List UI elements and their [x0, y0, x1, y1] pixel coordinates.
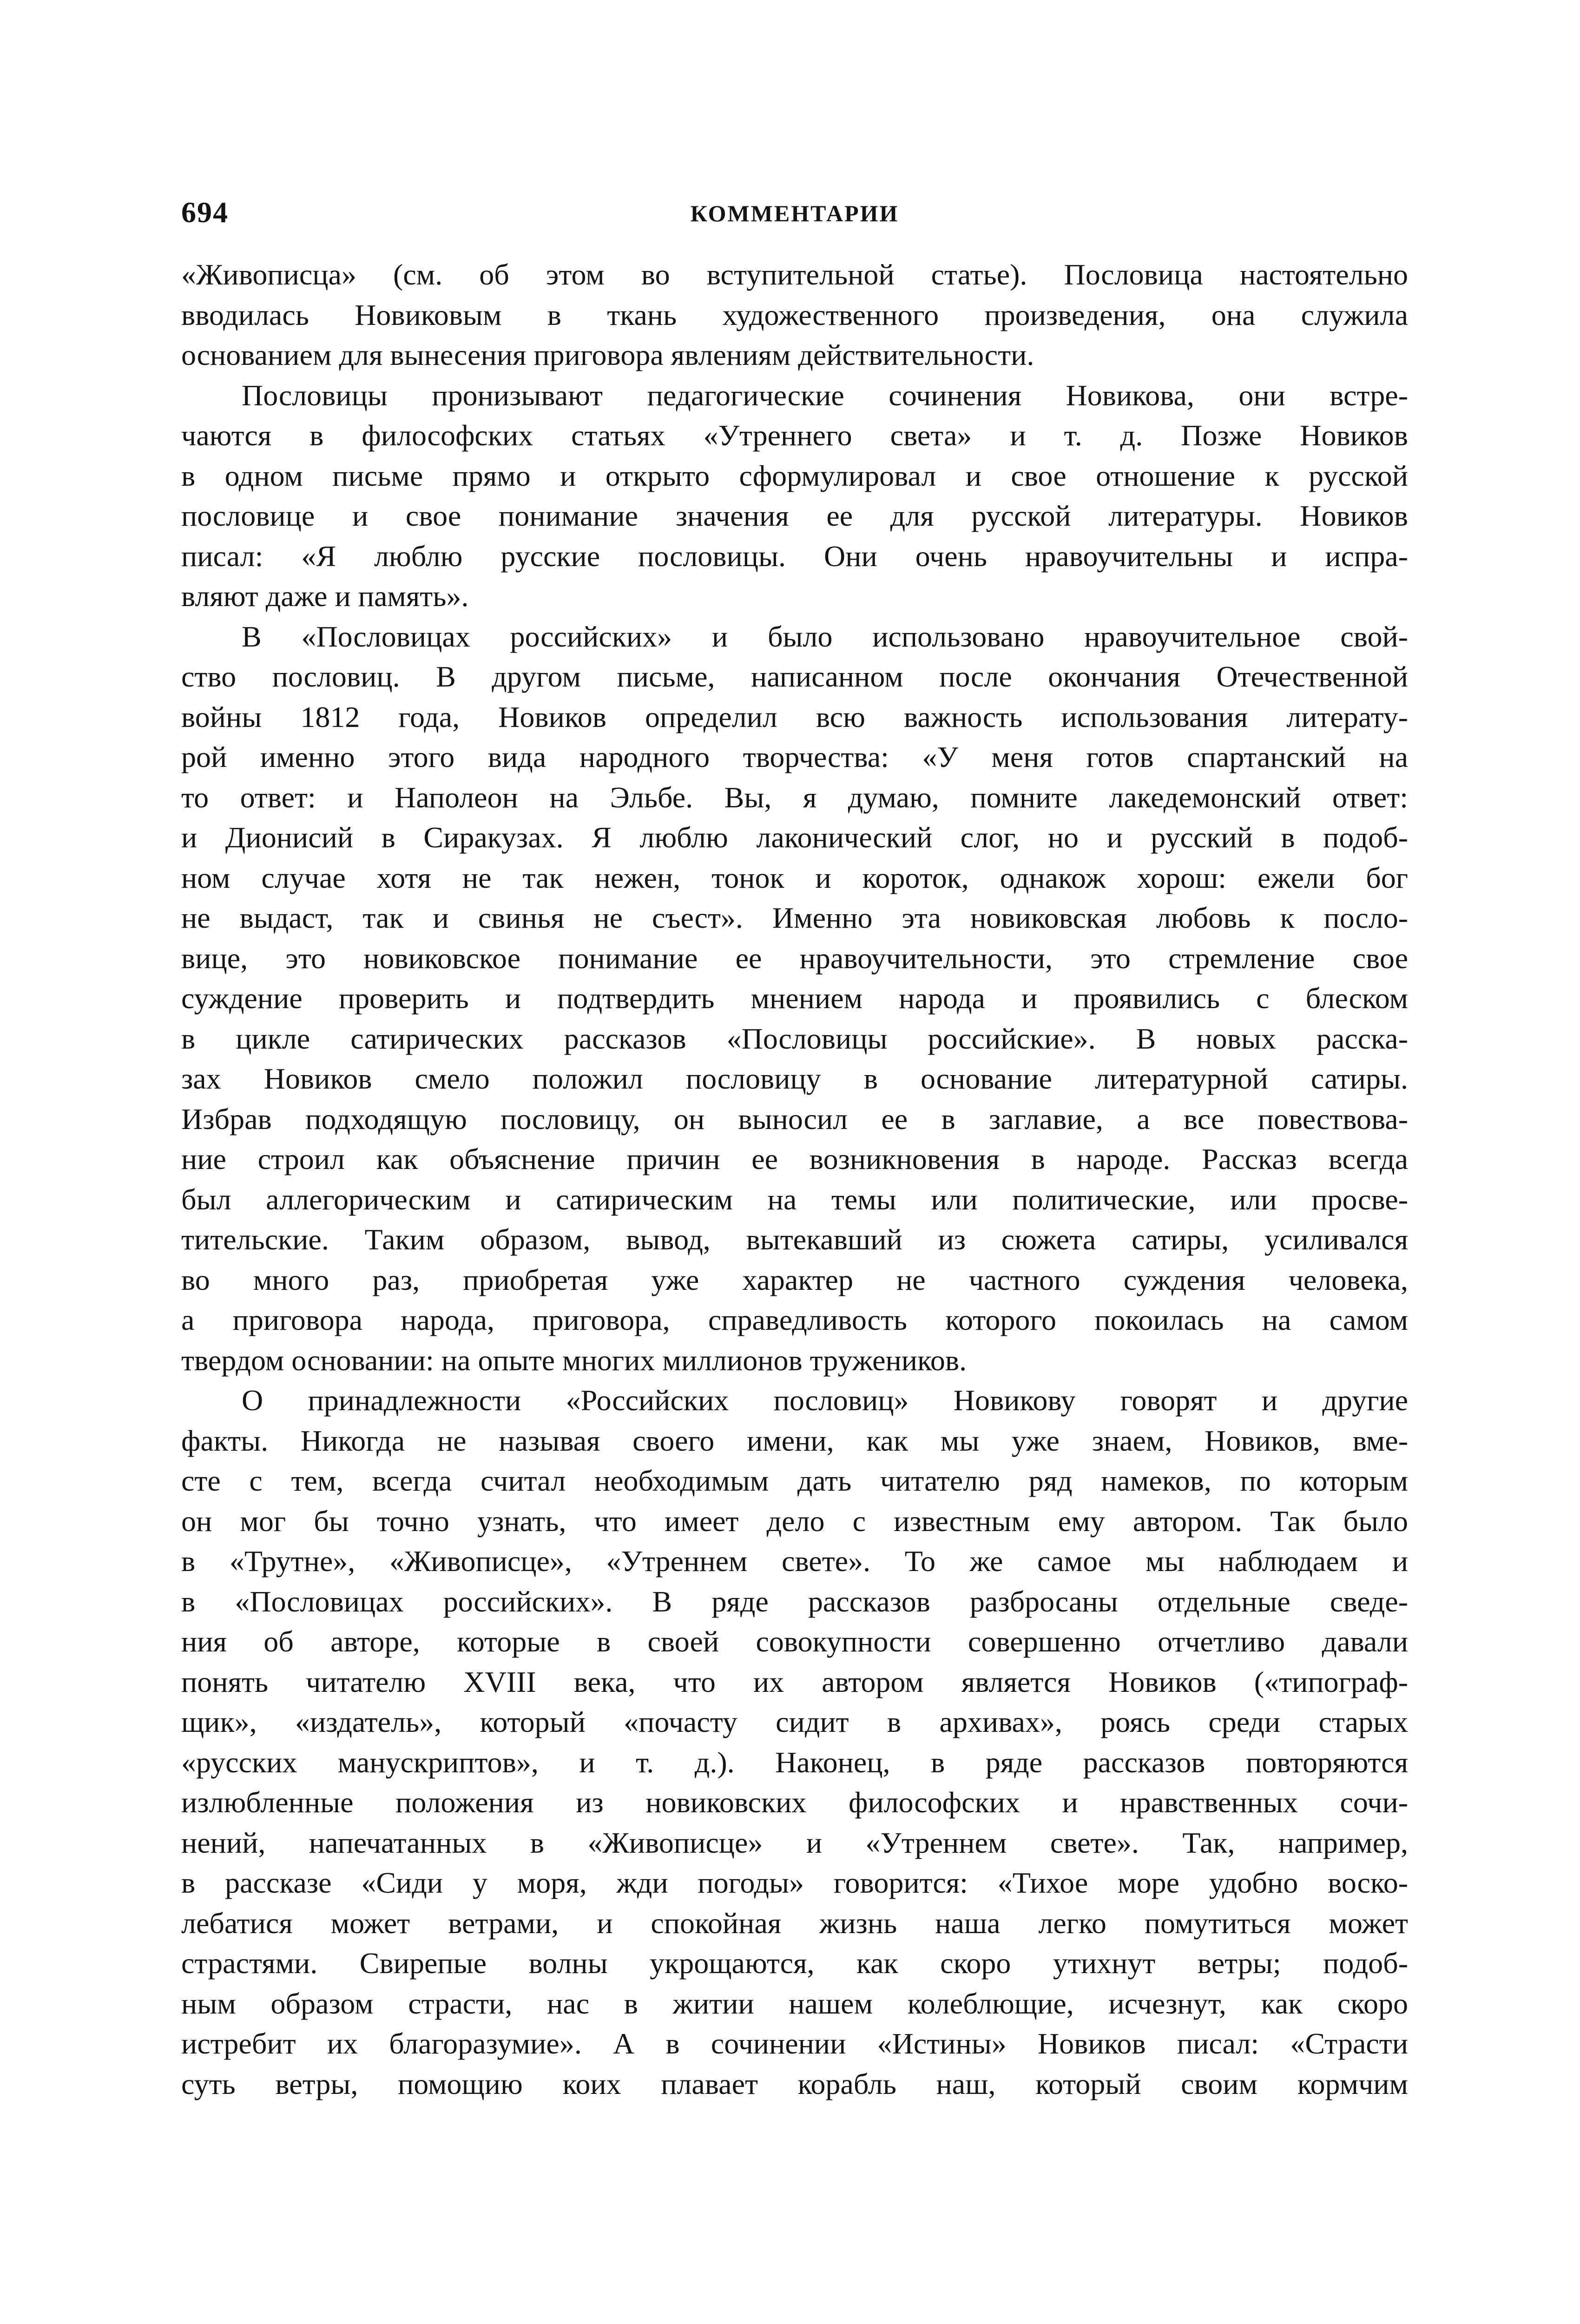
text-line: щик», «издатель», который «почасту сидит в архивах», роясь среди старых	[181, 1705, 1408, 1738]
text-line: излюбленные положения из новиковских философских и нравственных сочи-	[181, 1786, 1408, 1819]
text-line: страстями. Свирепые волны укрощаются, как скоро утихнут ветры; подоб-	[181, 1947, 1408, 1980]
text-line: факты. Никогда не называя своего имени, как мы уже знаем, Новиков, вме-	[181, 1424, 1408, 1457]
text-line: суть ветры, помощию коих плавает корабль наш, который своим кормчим	[181, 2067, 1408, 2100]
text-line: чаются в философских статьях «Утреннего света» и т. д. Позже Новиков	[181, 419, 1408, 452]
text-line: ном случае хотя не так нежен, тонок и короток, однакож хорош: ежели бог	[181, 861, 1408, 894]
text-line: ние строил как объяснение причин ее возникновения в народе. Рассказ всегда	[181, 1142, 1408, 1175]
text-line: ния об авторе, которые в своей совокупности совершенно отчетливо давали	[181, 1625, 1408, 1658]
text-line: писал: «Я люблю русские пословицы. Они очень нравоучительны и испра-	[181, 539, 1408, 573]
text-line: вводилась Новиковым в ткань художественного произведения, она служила	[181, 298, 1408, 331]
text-line: в цикле сатирических рассказов «Пословицы российские». В новых расска-	[181, 1022, 1408, 1055]
text-line: в одном письме прямо и открыто сформулировал и свое отношение к русской	[181, 459, 1408, 492]
text-line: не выдаст, так и свинья не съест». Именно эта новиковская любовь к посло-	[181, 901, 1408, 934]
text-line: «Живописца» (см. об этом во вступительной статье). Пословица настоятельно	[181, 258, 1408, 291]
text-line: в «Трутне», «Живописце», «Утреннем свете». То же самое мы наблюдаем и	[181, 1545, 1408, 1578]
text-line: В «Пословицах российских» и было использовано нравоучительное свой-	[242, 620, 1408, 653]
text-line: Пословицы пронизывают педагогические сочинения Новикова, они встре-	[242, 378, 1408, 412]
text-line: то ответ: и Наполеон на Эльбе. Вы, я думаю, помните лакедемонский ответ:	[181, 780, 1408, 814]
text-line: а приговора народа, приговора, справедливость которого покоилась на самом	[181, 1303, 1408, 1336]
text-line: пословице и свое понимание значения ее для русской литературы. Новиков	[181, 499, 1408, 532]
text-line: рой именно этого вида народного творчества: «У меня готов спартанский на	[181, 740, 1408, 773]
text-line: Избрав подходящую пословицу, он выносил ее в заглавие, а все повествова-	[181, 1102, 1408, 1136]
text-line: зах Новиков смело положил пословицу в основание литературной сатиры.	[181, 1062, 1408, 1095]
text-line: в рассказе «Сиди у моря, жди погоды» говорится: «Тихое море удобно воско-	[181, 1866, 1408, 1899]
text-line: О принадлежности «Российских пословиц» Новикову говорят и другие	[242, 1384, 1408, 1417]
text-line: понять читателю XVIII века, что их автором является Новиков («типограф-	[181, 1665, 1408, 1698]
text-line: твердом основании: на опыте многих миллионов тружеников.	[181, 1343, 967, 1377]
text-line: войны 1812 года, Новиков определил всю важность использования литерату-	[181, 700, 1408, 733]
text-line: ным образом страсти, нас в житии нашем колеблющие, исчезнут, как скоро	[181, 1987, 1408, 2020]
text-line: основанием для вынесения приговора явлениям действительности.	[181, 338, 1034, 371]
text-line: вляют даже и память».	[181, 580, 469, 613]
text-line: ство пословиц. В другом письме, написанном после окончания Отечественной	[181, 660, 1408, 693]
text-line: во много раз, приобретая уже характер не частного суждения человека,	[181, 1263, 1408, 1296]
body-text	[181, 255, 1408, 2104]
text-line: «русских манускриптов», и т. д.). Наконец, в ряде рассказов повторяются	[181, 1745, 1408, 1779]
text-line: в «Пословицах российских». В ряде рассказов разбросаны отдельные сведе-	[181, 1585, 1408, 1618]
book-page	[181, 195, 1408, 2104]
text-line: он мог бы точно узнать, что имеет дело с известным ему автором. Так было	[181, 1504, 1408, 1538]
text-line: нений, напечатанных в «Живописце» и «Утреннем свете». Так, например,	[181, 1826, 1408, 1859]
text-line: суждение проверить и подтвердить мнением народа и проявились с блеском	[181, 982, 1408, 1015]
text-line: и Дионисий в Сиракузах. Я люблю лаконический слог, но и русский в подоб-	[181, 821, 1408, 854]
text-line: был аллегорическим и сатирическим на темы или политические, или просве-	[181, 1182, 1408, 1216]
text-line: сте с тем, всегда считал необходимым дать читателю ряд намеков, по которым	[181, 1464, 1408, 1497]
section-title: КОММЕНТАРИИ	[690, 200, 899, 226]
text-line: тительские. Таким образом, вывод, вытекавший из сюжета сатиры, усиливался	[181, 1223, 1408, 1256]
page-number: 694	[181, 196, 229, 229]
text-line: вице, это новиковское понимание ее нравоучительности, это стремление свое	[181, 941, 1408, 975]
text-line: лебатися может ветрами, и спокойная жизнь наша легко помутиться может	[181, 1906, 1408, 1940]
text-line: истребит их благоразумие». А в сочинении «Истины» Новиков писал: «Страсти	[181, 2027, 1408, 2060]
running-head	[181, 195, 1408, 242]
